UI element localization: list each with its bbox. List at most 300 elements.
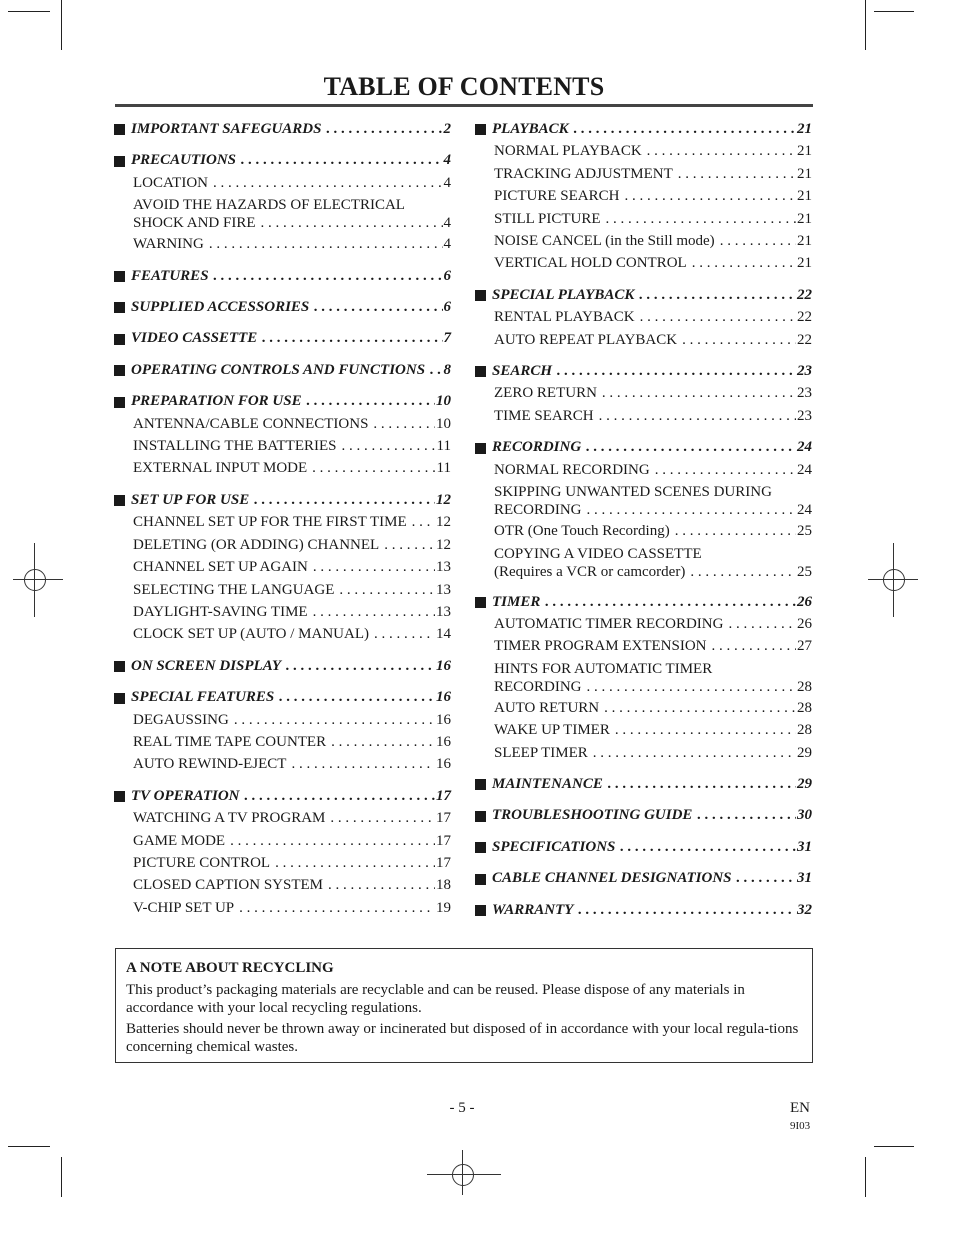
toc-section-heading <box>114 390 451 412</box>
dot-leader <box>323 874 435 896</box>
document-code: 9I03 <box>790 1120 811 1132</box>
square-bullet-icon <box>114 302 125 313</box>
toc-entry <box>114 413 451 435</box>
toc-section <box>475 360 812 427</box>
toc-entry <box>475 613 812 635</box>
registration-mark-left <box>13 555 63 605</box>
square-bullet-icon <box>114 334 125 345</box>
toc-entry-label: VERTICAL HOLD CONTROL <box>494 255 687 272</box>
toc-section-title: IMPORTANT SAFEGUARDS <box>131 121 322 137</box>
toc-page-number: 29 <box>797 744 812 761</box>
toc-entry <box>475 483 812 520</box>
toc-entry <box>114 852 451 874</box>
toc-page-number: 22 <box>797 286 812 303</box>
dot-leader <box>256 214 443 233</box>
dot-leader <box>257 327 442 349</box>
toc-section-title: SPECIAL FEATURES <box>131 689 275 706</box>
toc-section <box>114 785 451 919</box>
toc-page-number: 12 <box>436 536 451 553</box>
toc-section-heading <box>114 265 451 287</box>
toc-entry-line <box>114 214 451 233</box>
toc-page-number: 4 <box>443 215 451 232</box>
toc-entry <box>475 208 812 230</box>
dot-leader <box>309 296 442 318</box>
square-bullet-icon <box>475 443 486 454</box>
toc-left-column <box>114 118 451 928</box>
toc-section <box>114 149 451 255</box>
toc-entry <box>114 457 451 479</box>
dot-leader <box>715 230 796 252</box>
toc-entry-label-continued: RECORDING <box>494 678 582 695</box>
crop-mark <box>874 11 914 12</box>
toc-page-number: 23 <box>797 385 812 402</box>
dot-leader <box>582 501 796 520</box>
toc-entry-label: TIMER PROGRAM EXTENSION <box>494 638 707 655</box>
dot-leader <box>302 390 435 412</box>
toc-page-number: 17 <box>436 810 451 827</box>
toc-page-number: 22 <box>797 331 812 348</box>
toc-section-heading <box>114 359 451 381</box>
crop-mark <box>8 11 50 12</box>
toc-entry <box>114 579 451 601</box>
toc-section-title: TROUBLESHOOTING GUIDE <box>492 807 693 824</box>
square-bullet-icon <box>475 290 486 301</box>
toc-section-title: PLAYBACK <box>492 121 569 137</box>
toc-page-number: 13 <box>436 603 451 620</box>
toc-page-number: 4 <box>443 174 451 191</box>
toc-section-title: VIDEO CASSETTE <box>131 330 258 347</box>
toc-entry-label: SKIPPING UNWANTED SCENES DURING <box>494 484 772 501</box>
toc-entry-label: SELECTING THE LANGUAGE <box>133 581 335 598</box>
toc-entry <box>114 897 451 919</box>
toc-entry-label: CLOCK SET UP (AUTO / MANUAL) <box>133 626 369 643</box>
dot-leader <box>540 591 796 613</box>
toc-section-title: ON SCREEN DISPLAY <box>131 657 282 674</box>
toc-entry-label: WATCHING A TV PROGRAM <box>133 810 326 827</box>
toc-entry-label: LOCATION <box>133 174 208 191</box>
toc-section <box>114 327 451 349</box>
toc-entry-label: CHANNEL SET UP AGAIN <box>133 559 308 576</box>
toc-page-number: 28 <box>797 699 812 716</box>
dot-leader <box>685 563 796 582</box>
page-title: TABLE OF CONTENTS <box>323 72 605 101</box>
toc-entry <box>475 306 812 328</box>
square-bullet-icon <box>114 661 125 672</box>
toc-page-number: 17 <box>436 787 451 804</box>
toc-page-number: 23 <box>797 363 812 380</box>
toc-section-heading <box>114 785 451 807</box>
toc-page-number: 6 <box>443 267 451 284</box>
toc-entry-label: NORMAL RECORDING <box>494 461 650 478</box>
crop-mark <box>874 1146 914 1147</box>
toc-entry <box>114 807 451 829</box>
toc-entry-label: COPYING A VIDEO CASSETTE <box>494 545 702 562</box>
toc-entry <box>475 520 812 542</box>
toc-entry-label: CLOSED CAPTION SYSTEM <box>133 877 324 894</box>
toc-page-number: 25 <box>797 563 812 580</box>
dot-leader <box>240 785 436 807</box>
crop-mark <box>61 1157 62 1197</box>
toc-entry <box>475 459 812 481</box>
toc-entry <box>475 252 812 274</box>
toc-entry <box>114 233 451 255</box>
toc-entry <box>114 731 451 753</box>
dot-leader <box>225 830 435 852</box>
toc-entry <box>114 709 451 731</box>
dot-leader <box>368 413 435 435</box>
toc-section <box>475 436 812 581</box>
toc-section-title: TV OPERATION <box>131 787 240 804</box>
toc-page-number: 31 <box>797 838 812 855</box>
dot-leader <box>204 233 443 255</box>
toc-entry <box>114 534 451 556</box>
toc-entry-label: PICTURE SEARCH <box>494 188 620 205</box>
toc-entry-label: NORMAL PLAYBACK <box>494 143 642 160</box>
toc-page-number: 21 <box>797 233 812 250</box>
crop-mark <box>865 0 866 50</box>
toc-page-number: 26 <box>797 593 812 610</box>
square-bullet-icon <box>114 124 125 135</box>
toc-entry <box>114 623 451 645</box>
toc-section-heading <box>114 655 451 677</box>
toc-page-number: 29 <box>797 775 812 792</box>
dot-leader <box>594 405 796 427</box>
toc-entry-label: ZERO RETURN <box>494 385 597 402</box>
toc-section-title: RECORDING <box>492 439 582 456</box>
toc-page-number: 4 <box>443 152 451 169</box>
toc-entry <box>475 742 812 764</box>
toc-entry-label: STILL PICTURE <box>494 210 601 227</box>
recycling-note-paragraph: This product’s packaging materials are recyclable and can be reused. Please dispose of any materials in accordance with your local recycling regulations. <box>126 981 745 1016</box>
toc-section <box>475 836 812 858</box>
dot-leader <box>581 436 796 458</box>
toc-entry-label: ANTENNA/CABLE CONNECTIONS <box>133 415 369 432</box>
toc-page-number: 11 <box>436 460 451 477</box>
toc-section-heading <box>475 899 812 921</box>
toc-page-number: 28 <box>797 722 812 739</box>
toc-entry-label: TIME SEARCH <box>494 407 594 424</box>
dot-leader <box>677 329 796 351</box>
dot-leader <box>650 459 796 481</box>
toc-section <box>475 867 812 889</box>
dot-leader <box>270 852 435 874</box>
dot-leader <box>274 686 435 708</box>
dot-leader <box>249 489 435 511</box>
toc-entry <box>114 874 451 896</box>
page-number: - 5 - <box>449 1100 475 1116</box>
toc-page-number: 28 <box>797 678 812 695</box>
toc-page-number: 21 <box>797 255 812 272</box>
toc-entry-label: AUTO REPEAT PLAYBACK <box>494 331 678 348</box>
toc-page-number: 7 <box>443 330 451 347</box>
dot-leader <box>337 435 436 457</box>
toc-page-number: 12 <box>436 514 451 531</box>
dot-leader <box>670 520 796 542</box>
toc-section <box>475 899 812 921</box>
toc-page-number: 19 <box>436 899 451 916</box>
toc-section-title: PRECAUTIONS <box>131 152 237 169</box>
dot-leader <box>326 731 435 753</box>
dot-leader <box>601 208 796 230</box>
toc-page-number: 22 <box>797 309 812 326</box>
dot-leader <box>552 360 796 382</box>
toc-entry-label: DAYLIGHT-SAVING TIME <box>133 603 308 620</box>
square-bullet-icon <box>114 397 125 408</box>
dot-leader <box>308 601 435 623</box>
toc-section-title: SUPPLIED ACCESSORIES <box>131 299 310 316</box>
square-bullet-icon <box>114 156 125 167</box>
dot-leader <box>281 655 435 677</box>
toc-section <box>475 591 812 764</box>
toc-entry-label: AVOID THE HAZARDS OF ELECTRICAL <box>133 197 405 214</box>
toc-page-number: 10 <box>436 393 451 410</box>
toc-section-title: SET UP FOR USE <box>131 491 250 508</box>
dot-leader <box>642 140 796 162</box>
toc-page-number: 10 <box>436 415 451 432</box>
toc-entry <box>475 230 812 252</box>
dot-leader <box>286 753 435 775</box>
dot-leader <box>619 185 796 207</box>
toc-page-number: 30 <box>797 807 812 824</box>
toc-page-number: 21 <box>797 121 812 137</box>
toc-entry <box>475 329 812 351</box>
toc-section-heading <box>475 804 812 826</box>
toc-page-number: 32 <box>797 901 812 918</box>
toc-entry <box>475 163 812 185</box>
toc-page-number: 13 <box>436 581 451 598</box>
toc-page-number: 31 <box>797 870 812 887</box>
toc-entry <box>475 140 812 162</box>
toc-section-heading <box>475 118 812 140</box>
dot-leader <box>425 359 442 381</box>
toc-entry-label: AUTO REWIND-EJECT <box>133 756 287 773</box>
toc-page-number: 24 <box>797 439 812 456</box>
toc-section <box>114 489 451 646</box>
dot-leader <box>597 382 796 404</box>
toc-page-number: 21 <box>797 165 812 182</box>
toc-page-number: 21 <box>797 143 812 160</box>
recycling-note-heading: A NOTE ABOUT RECYCLING <box>126 960 334 976</box>
crop-mark <box>61 0 62 50</box>
dot-leader <box>209 265 443 287</box>
toc-entry-label-continued: RECORDING <box>494 502 582 519</box>
toc-entry-label: NOISE CANCEL (in the Still mode) <box>494 233 715 250</box>
recycling-note <box>115 948 813 1063</box>
toc-section-heading <box>114 686 451 708</box>
toc-entry <box>475 697 812 719</box>
toc-section-title: SPECIFICATIONS <box>492 838 616 855</box>
toc-page-number: 13 <box>436 559 451 576</box>
toc-entry-label: AUTO RETURN <box>494 699 600 716</box>
dot-leader <box>687 252 796 274</box>
toc-page-number: 21 <box>797 188 812 205</box>
toc-right-column <box>475 118 812 930</box>
toc-entry-label-continued: SHOCK AND FIRE <box>133 215 256 232</box>
toc-entry-label: SLEEP TIMER <box>494 744 588 761</box>
toc-page-number: 16 <box>436 756 451 773</box>
square-bullet-icon <box>475 874 486 885</box>
dot-leader <box>588 742 796 764</box>
dot-leader <box>634 284 796 306</box>
toc-entry-label: V-CHIP SET UP <box>133 899 235 916</box>
toc-entry-line <box>475 563 812 582</box>
toc-section-heading <box>475 867 812 889</box>
square-bullet-icon <box>475 124 486 135</box>
toc-entry-label: PICTURE CONTROL <box>133 854 271 871</box>
toc-page-number: 14 <box>436 626 451 643</box>
registration-mark-right <box>868 555 918 605</box>
square-bullet-icon <box>475 842 486 853</box>
toc-section-title: PREPARATION FOR USE <box>131 393 302 410</box>
dot-leader <box>307 457 435 479</box>
dot-leader <box>723 613 796 635</box>
square-bullet-icon <box>475 905 486 916</box>
toc-section <box>114 390 451 480</box>
toc-entry-label: WARNING <box>133 236 204 253</box>
toc-entry <box>114 601 451 623</box>
dot-leader <box>208 172 443 194</box>
toc-entry-label: OTR (One Touch Recording) <box>494 523 670 540</box>
dot-leader <box>673 163 796 185</box>
dot-leader <box>610 719 796 741</box>
toc-section-title: OPERATING CONTROLS AND FUNCTIONS <box>131 361 426 378</box>
registration-mark-bottom <box>427 1150 501 1200</box>
toc-page-number: 23 <box>797 407 812 424</box>
toc-entry-label: RENTAL PLAYBACK <box>494 309 635 326</box>
dot-leader <box>369 623 435 645</box>
toc-section-heading <box>475 284 812 306</box>
dot-leader <box>569 118 796 140</box>
dot-leader <box>379 534 435 556</box>
toc-entry-label-continued: (Requires a VCR or camcorder) <box>494 563 686 580</box>
crop-mark <box>865 1157 866 1197</box>
toc-entry-label: GAME MODE <box>133 832 226 849</box>
toc-entry-label: TRACKING ADJUSTMENT <box>494 165 673 182</box>
toc-entry <box>475 719 812 741</box>
toc-entry <box>475 405 812 427</box>
toc-entry <box>114 172 451 194</box>
dot-leader <box>334 579 435 601</box>
dot-leader <box>615 836 796 858</box>
toc-page-number: 6 <box>443 299 451 316</box>
language-code: EN <box>790 1100 810 1116</box>
toc-page-number: 2 <box>443 121 451 137</box>
toc-page-number: 16 <box>436 711 451 728</box>
toc-page-number: 16 <box>436 657 451 674</box>
square-bullet-icon <box>475 811 486 822</box>
toc-page-number: 4 <box>443 236 451 253</box>
toc-page-number: 18 <box>436 877 451 894</box>
toc-section-heading <box>475 436 812 458</box>
toc-entry <box>475 185 812 207</box>
square-bullet-icon <box>475 366 486 377</box>
dot-leader <box>732 867 796 889</box>
toc-entry-label: DEGAUSSING <box>133 711 229 728</box>
toc-page-number: 17 <box>436 854 451 871</box>
toc-entry-line <box>475 501 812 520</box>
square-bullet-icon <box>475 779 486 790</box>
square-bullet-icon <box>114 271 125 282</box>
toc-section <box>475 804 812 826</box>
toc-section-heading <box>475 360 812 382</box>
toc-entry <box>475 635 812 657</box>
toc-section-title: SPECIAL PLAYBACK <box>492 286 635 303</box>
toc-entry-label: CHANNEL SET UP FOR THE FIRST TIME <box>133 514 407 531</box>
toc-page-number: 8 <box>443 361 451 378</box>
toc-entry <box>114 435 451 457</box>
toc-section-heading <box>114 118 451 140</box>
toc-section-heading <box>114 296 451 318</box>
toc-section-heading <box>114 327 451 349</box>
dot-leader <box>603 773 796 795</box>
dot-leader <box>599 697 796 719</box>
toc-entry <box>114 830 451 852</box>
toc-section-heading <box>114 489 451 511</box>
toc-entry-line <box>475 678 812 697</box>
toc-entry-label: WAKE UP TIMER <box>494 722 610 739</box>
square-bullet-icon <box>114 365 125 376</box>
dot-leader <box>308 556 435 578</box>
toc-section-heading <box>475 773 812 795</box>
toc-page-number: 11 <box>436 438 451 455</box>
toc-entry <box>114 196 451 233</box>
toc-section <box>114 296 451 318</box>
toc-page-number: 24 <box>797 502 812 519</box>
toc-entry-label: EXTERNAL INPUT MODE <box>133 460 308 477</box>
toc-entry-label: AUTOMATIC TIMER RECORDING <box>494 615 724 632</box>
dot-leader <box>635 306 796 328</box>
toc-section <box>114 118 451 140</box>
toc-entry-label: REAL TIME TAPE COUNTER <box>133 733 327 750</box>
toc-page-number: 24 <box>797 461 812 478</box>
toc-section-title: SEARCH <box>492 363 553 380</box>
toc-page-number: 27 <box>797 638 812 655</box>
toc-section <box>114 655 451 677</box>
title-rule <box>115 104 813 107</box>
dot-leader <box>234 897 435 919</box>
toc-entry-label: DELETING (OR ADDING) CHANNEL <box>133 536 380 553</box>
toc-entry <box>114 511 451 533</box>
crop-mark <box>8 1146 50 1147</box>
toc-page-number: 17 <box>436 832 451 849</box>
square-bullet-icon <box>114 791 125 802</box>
toc-section <box>475 284 812 351</box>
dot-leader <box>407 511 435 533</box>
square-bullet-icon <box>114 693 125 704</box>
toc-page-number: 26 <box>797 615 812 632</box>
toc-entry <box>114 556 451 578</box>
dot-leader <box>236 149 442 171</box>
toc-section <box>475 118 812 275</box>
toc-section-title: TIMER <box>492 593 541 610</box>
dot-leader <box>707 635 796 657</box>
dot-leader <box>321 118 442 140</box>
toc-section-heading <box>475 591 812 613</box>
toc-page-number: 16 <box>436 733 451 750</box>
toc-section-title: WARRANTY <box>492 901 574 918</box>
toc-section <box>114 686 451 776</box>
toc-section-heading <box>114 149 451 171</box>
toc-section-title: CABLE CHANNEL DESIGNATIONS <box>492 870 732 887</box>
dot-leader <box>229 709 435 731</box>
toc-entry-label: HINTS FOR AUTOMATIC TIMER <box>494 660 713 677</box>
toc-entry <box>475 545 812 582</box>
square-bullet-icon <box>475 597 486 608</box>
toc-entry <box>475 660 812 697</box>
toc-entry-label: INSTALLING THE BATTERIES <box>133 438 337 455</box>
toc-section <box>475 773 812 795</box>
toc-section-heading <box>475 836 812 858</box>
